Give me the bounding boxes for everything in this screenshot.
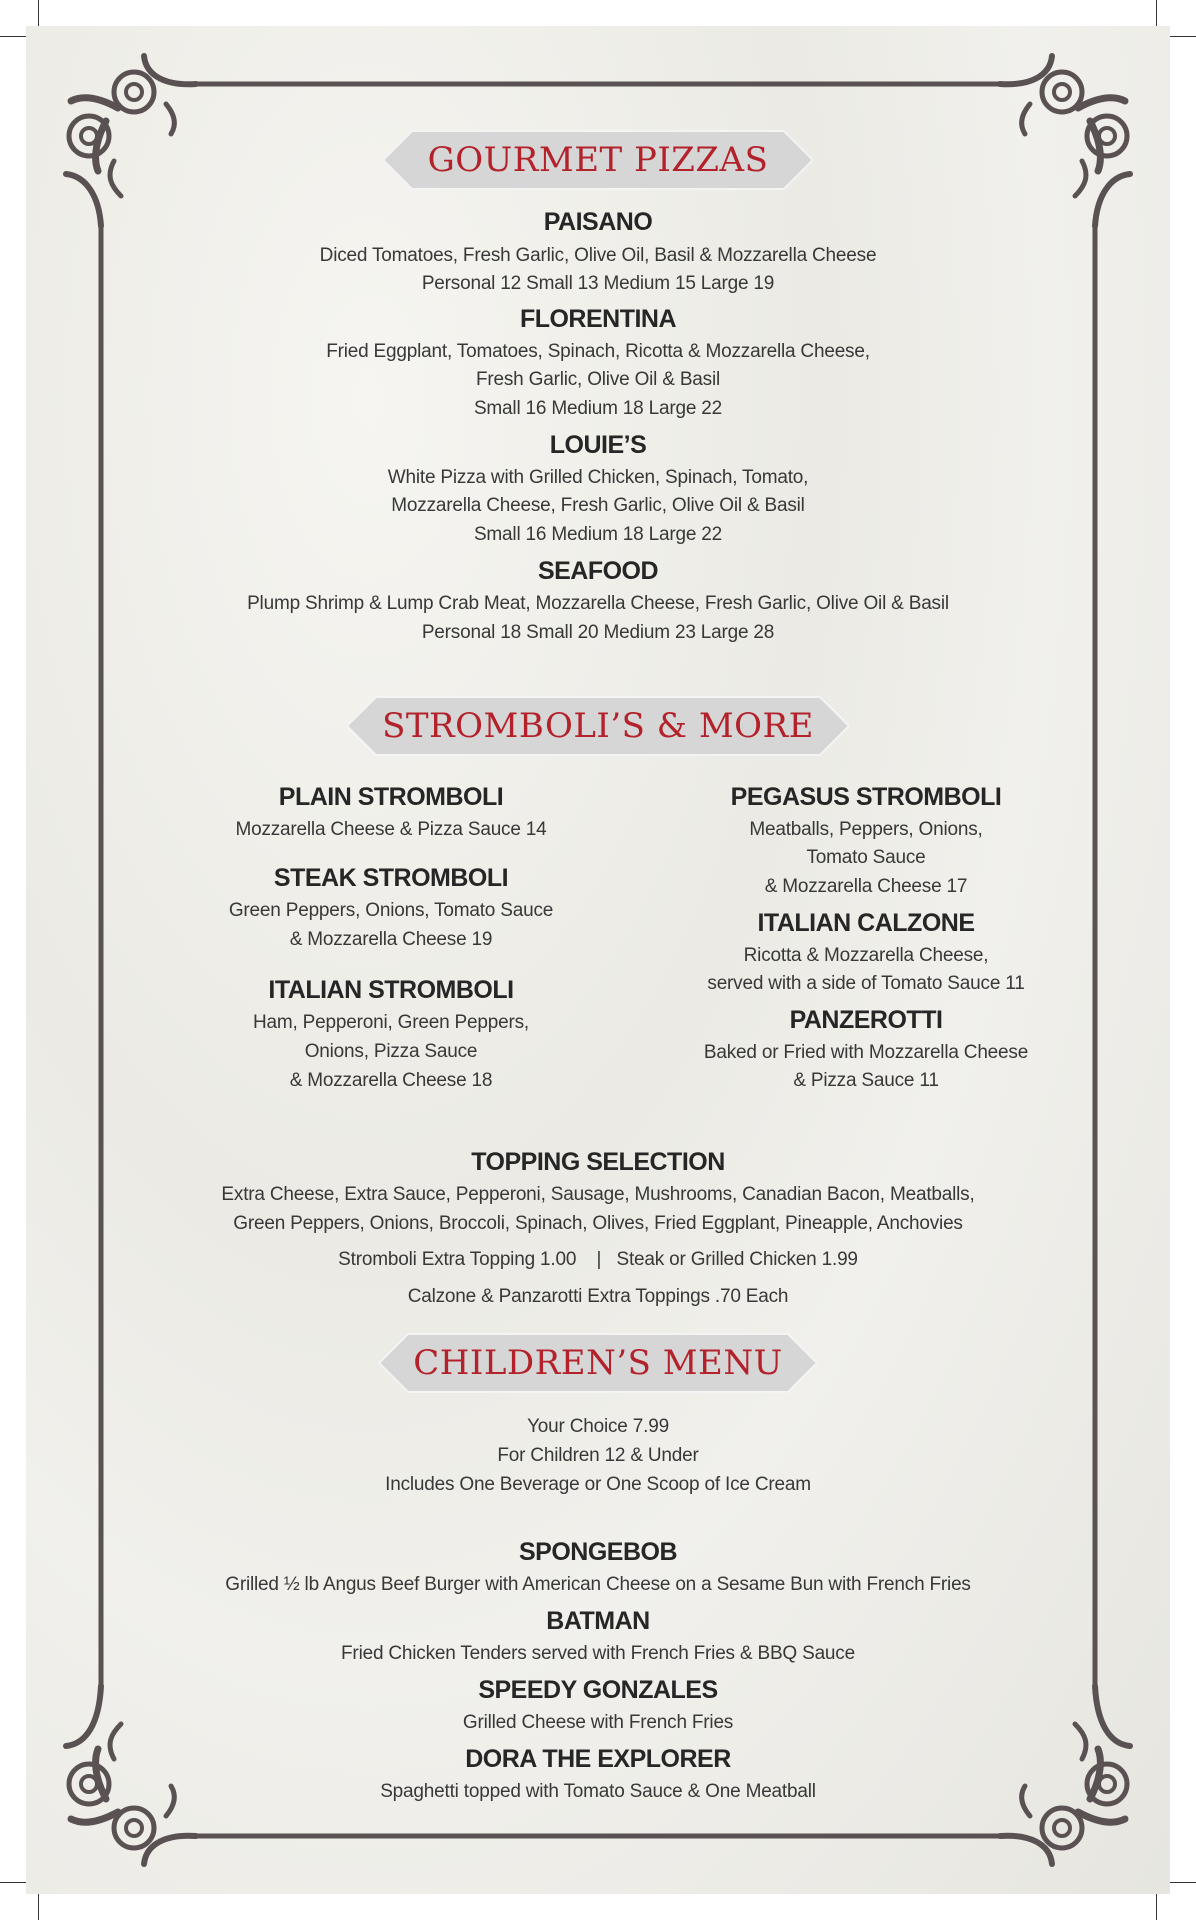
menu-item-name: SEAFOOD — [537, 557, 659, 585]
crop-mark — [1170, 1882, 1196, 1883]
menu-item-name: PAISANO — [543, 208, 653, 236]
menu-item-name: SPONGEBOB — [518, 1538, 678, 1566]
toppings-list: Green Peppers, Onions, Broccoli, Spinach, Olives, Fried Eggplant, Pineapple, Anchovies — [233, 1213, 963, 1234]
menu-item-name: SPEEDY GONZALES — [478, 1676, 718, 1704]
menu-item-description: served with a side of Tomato Sauce 11 — [707, 973, 1025, 994]
menu-item-description: & Mozzarella Cheese 17 — [764, 876, 968, 897]
menu-item-description: Plump Shrimp & Lump Crab Meat, Mozzarella Cheese, Fresh Garlic, Olive Oil & Basil — [247, 593, 949, 614]
crop-mark — [38, 0, 39, 26]
menu-item-name: PEGASUS STROMBOLI — [730, 783, 1002, 811]
menu-item-name: FLORENTINA — [519, 305, 677, 333]
menu-item-description: Fried Eggplant, Tomatoes, Spinach, Ricotta & Mozzarella Cheese, — [326, 341, 870, 362]
menu-item-name: LOUIE’S — [549, 431, 647, 459]
menu-item-description: Ham, Pepperoni, Green Peppers, — [253, 1012, 529, 1033]
menu-item-description: Mozzarella Cheese, Fresh Garlic, Olive Oil & Basil — [391, 495, 805, 516]
menu-item-name: STEAK STROMBOLI — [273, 864, 509, 892]
menu-item-name: BATMAN — [546, 1607, 650, 1635]
crop-mark — [1156, 1894, 1157, 1920]
menu-item-description: Grilled ½ lb Angus Beef Burger with American Cheese on a Sesame Bun with French Fries — [225, 1574, 971, 1595]
menu-item-description: Meatballs, Peppers, Onions, — [749, 819, 983, 840]
section-banner-strombolis — [346, 696, 850, 756]
menu-item-description: Tomato Sauce — [806, 847, 926, 868]
section-banner-childrens-menu — [378, 1333, 818, 1393]
menu-item-description: & Mozzarella Cheese 18 — [289, 1070, 493, 1091]
menu-item-name: ITALIAN STROMBOLI — [268, 976, 514, 1004]
menu-item-name: PLAIN STROMBOLI — [278, 783, 504, 811]
menu-item-description: Onions, Pizza Sauce — [304, 1041, 478, 1062]
menu-item-prices: Small 16 Medium 18 Large 22 — [473, 398, 723, 419]
crop-mark — [38, 1894, 39, 1920]
section-title: STROMBOLI’S & MORE — [382, 706, 814, 746]
childrens-menu-note: Includes One Beverage or One Scoop of Ice Cream — [385, 1474, 811, 1495]
menu-item-description: Fried Chicken Tenders served with French Fries & BBQ Sauce — [341, 1643, 855, 1664]
menu-item-description: & Pizza Sauce 11 — [793, 1070, 939, 1091]
topping-prices: Stromboli Extra Topping 1.00 | Steak or Grilled Chicken 1.99 — [338, 1249, 858, 1270]
childrens-menu-note: For Children 12 & Under — [497, 1445, 699, 1466]
menu-item-prices: Personal 18 Small 20 Medium 23 Large 28 — [421, 622, 775, 643]
section-title: GOURMET PIZZAS — [427, 140, 769, 180]
menu-item-name: DORA THE EXPLORER — [465, 1745, 731, 1773]
menu-item-description: Baked or Fried with Mozzarella Cheese — [703, 1042, 1029, 1063]
menu-item-description: White Pizza with Grilled Chicken, Spinach, Tomato, — [387, 467, 809, 488]
crop-mark — [1156, 0, 1157, 26]
childrens-menu-price: Your Choice 7.99 — [527, 1416, 669, 1437]
crop-mark — [1170, 36, 1196, 37]
topping-prices: Calzone & Panzarotti Extra Toppings .70 Each — [407, 1286, 789, 1307]
section-title: CHILDREN’S MENU — [413, 1343, 783, 1383]
menu-item-description: Ricotta & Mozzarella Cheese, — [743, 945, 989, 966]
crop-mark — [0, 1882, 26, 1883]
menu-item-description: & Mozzarella Cheese 19 — [289, 929, 493, 950]
menu-item-description: Diced Tomatoes, Fresh Garlic, Olive Oil, Basil & Mozzarella Cheese — [319, 245, 877, 266]
menu-item-prices: Small 16 Medium 18 Large 22 — [473, 524, 723, 545]
menu-item-description: Green Peppers, Onions, Tomato Sauce — [228, 900, 554, 921]
menu-item-description: Spaghetti topped with Tomato Sauce & One Meatball — [380, 1781, 816, 1802]
menu-item-name: PANZEROTTI — [789, 1006, 943, 1034]
section-banner-gourmet-pizzas — [382, 130, 814, 190]
menu-page — [26, 26, 1170, 1894]
menu-item-description: Mozzarella Cheese & Pizza Sauce 14 — [235, 819, 547, 840]
menu-item-name: ITALIAN CALZONE — [757, 909, 975, 937]
menu-item-prices: Personal 12 Small 13 Medium 15 Large 19 — [421, 273, 775, 294]
menu-item-description: Grilled Cheese with French Fries — [462, 1712, 734, 1733]
crop-mark — [0, 36, 26, 37]
toppings-list: Extra Cheese, Extra Sauce, Pepperoni, Sausage, Mushrooms, Canadian Bacon, Meatballs, — [221, 1184, 975, 1205]
menu-item-description: Fresh Garlic, Olive Oil & Basil — [475, 369, 721, 390]
toppings-heading: TOPPING SELECTION — [471, 1148, 725, 1176]
